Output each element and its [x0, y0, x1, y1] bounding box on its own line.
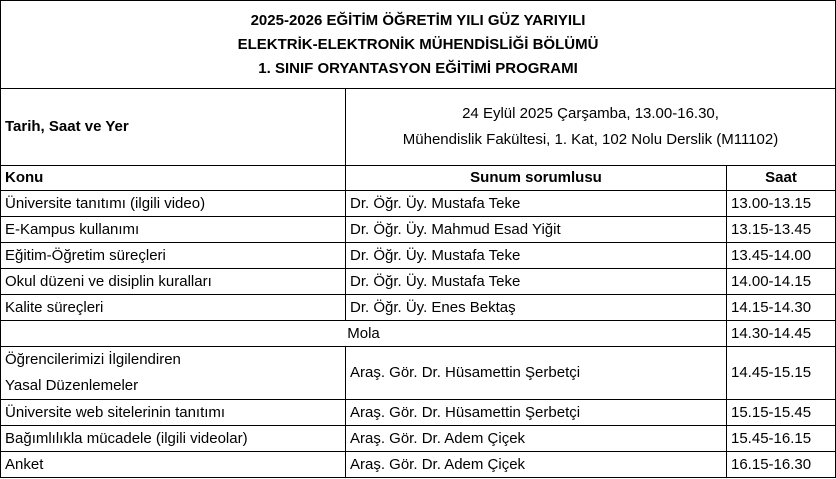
row-presenter: Dr. Öğr. Üy. Mustafa Teke: [346, 269, 727, 295]
row-time: 14.00-14.15: [727, 269, 836, 295]
info-row: [1, 89, 836, 166]
break-row: [1, 321, 836, 347]
row-time: 13.15-13.45: [727, 217, 836, 243]
table-row: [1, 217, 836, 243]
row-presenter: Araş. Gör. Dr. Adem Çiçek: [346, 452, 727, 478]
break-time: 14.30-14.45: [727, 321, 836, 347]
row-topic: Eğitim-Öğretim süreçleri: [1, 243, 346, 269]
table-row: [1, 452, 836, 478]
row-presenter: Dr. Öğr. Üy. Mahmud Esad Yiğit: [346, 217, 727, 243]
row-topic-line-1: Öğrencilerimizi İlgilendiren: [5, 351, 181, 368]
row-topic: Bağımlılıkla mücadele (ilgili videolar): [1, 426, 346, 452]
row-time: 13.45-14.00: [727, 243, 836, 269]
row-topic: Okul düzeni ve disiplin kuralları: [1, 269, 346, 295]
row-topic: Kalite süreçleri: [1, 295, 346, 321]
row-time: 13.00-13.15: [727, 191, 836, 217]
table-row: [1, 400, 836, 426]
row-time: 16.15-16.30: [727, 452, 836, 478]
row-presenter: Araş. Gör. Dr. Hüsamettin Şerbetçi: [346, 400, 727, 426]
table-row: [1, 191, 836, 217]
table-row: [1, 426, 836, 452]
row-topic: [1, 347, 346, 400]
row-topic: E-Kampus kullanımı: [1, 217, 346, 243]
title-line-2: ELEKTRİK-ELEKTRONİK MÜHENDİSLİĞİ BÖLÜMÜ: [237, 35, 599, 53]
info-value: [346, 89, 836, 166]
header-row: [1, 166, 836, 191]
row-topic: Üniversite tanıtımı (ilgili video): [1, 191, 346, 217]
row-time: 14.45-15.15: [727, 347, 836, 400]
table-row: [1, 243, 836, 269]
header-time: Saat: [727, 166, 836, 191]
info-line-2: Mühendislik Fakültesi, 1. Kat, 102 Nolu Derslik (M11102): [402, 131, 779, 148]
row-topic: Üniversite web sitelerinin tanıtımı: [1, 400, 346, 426]
row-presenter: Araş. Gör. Dr. Hüsamettin Şerbetçi: [346, 347, 727, 400]
title-row: [1, 1, 836, 89]
info-line-1: 24 Eylül 2025 Çarşamba, 13.00-16.30,: [462, 105, 719, 122]
row-presenter: Dr. Öğr. Üy. Enes Bektaş: [346, 295, 727, 321]
title-line-1: 2025-2026 EĞİTİM ÖĞRETİM YILI GÜZ YARIYILI: [250, 11, 586, 29]
table-row: [1, 347, 836, 400]
row-time: 15.45-16.15: [727, 426, 836, 452]
info-label: Tarih, Saat ve Yer: [1, 89, 346, 166]
break-label: Mola: [1, 321, 727, 347]
row-topic: Anket: [1, 452, 346, 478]
row-time: 15.15-15.45: [727, 400, 836, 426]
row-presenter: Dr. Öğr. Üy. Mustafa Teke: [346, 191, 727, 217]
row-presenter: Araş. Gör. Dr. Adem Çiçek: [346, 426, 727, 452]
header-topic: Konu: [1, 166, 346, 191]
row-topic-line-2: Yasal Düzenlemeler: [5, 377, 139, 394]
row-time: 14.15-14.30: [727, 295, 836, 321]
table-row: [1, 295, 836, 321]
row-presenter: Dr. Öğr. Üy. Mustafa Teke: [346, 243, 727, 269]
table-row: [1, 269, 836, 295]
document-title: [1, 1, 836, 89]
header-presenter: Sunum sorumlusu: [346, 166, 727, 191]
title-line-3: 1. SINIF ORYANTASYON EĞİTİMİ PROGRAMI: [258, 59, 578, 77]
